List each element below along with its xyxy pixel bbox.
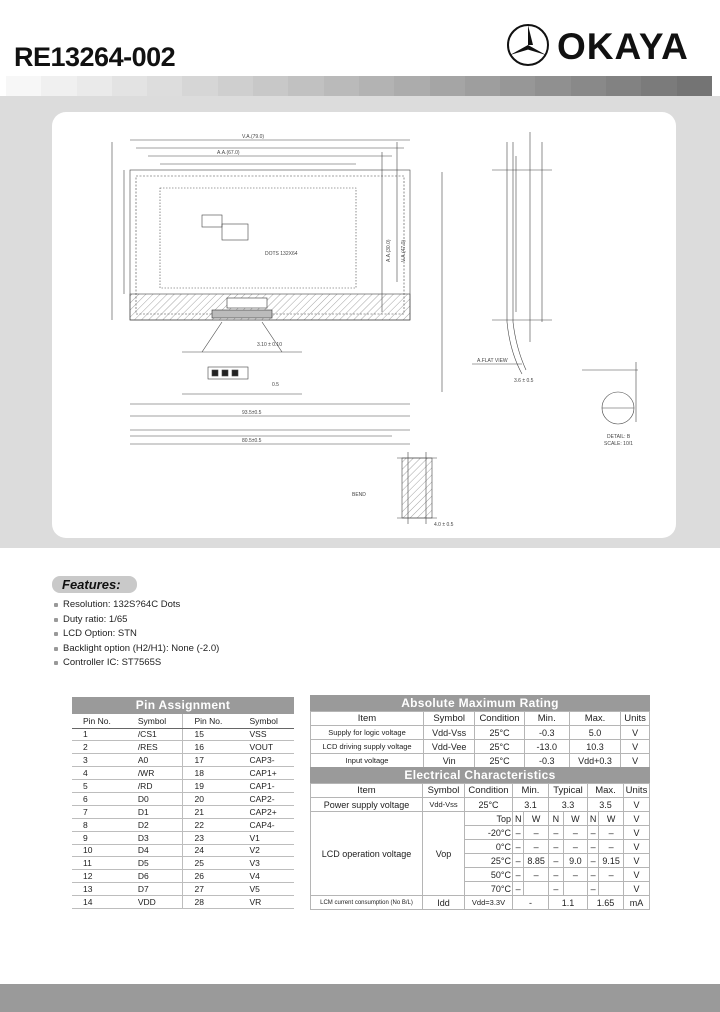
feature-item: Duty ratio: 1/65: [52, 613, 352, 628]
lcd-voltage-cell: –: [563, 868, 587, 882]
pin-cell: /WR: [127, 767, 183, 780]
elec-cell: Vdd=3.3V: [465, 896, 513, 910]
feature-item: Controller IC: ST7565S: [52, 656, 352, 671]
abs-cell: 25°C: [475, 740, 524, 754]
lcd-voltage-cell: N: [513, 812, 524, 826]
dots-label: DOTS 132X64: [265, 251, 298, 257]
dim-va-height: V.A.(47.0): [401, 239, 407, 262]
pin-cell: VSS: [239, 728, 295, 741]
pin-cell: V4: [239, 870, 295, 883]
abs-cell: 25°C: [475, 754, 524, 768]
gradient-segment: [218, 76, 253, 96]
lcd-voltage-cell: –: [587, 826, 598, 840]
abs-cell: Vdd+0.3: [569, 754, 620, 768]
pin-cell: 14: [72, 896, 127, 909]
pin-cell: 8: [72, 818, 127, 831]
dimension-drawing: [52, 112, 676, 538]
abs-cell: Vin: [424, 754, 475, 768]
pin-row: [72, 857, 294, 870]
pin-cell: 20: [183, 792, 239, 805]
lcd-voltage-symbol: Vop: [423, 812, 465, 896]
lcd-voltage-cell: [524, 882, 549, 896]
absolute-max-title: Absolute Maximum Rating: [310, 695, 650, 711]
pin-header: Symbol: [127, 714, 183, 728]
abs-cell: 10.3: [569, 740, 620, 754]
pin-cell: V2: [239, 844, 295, 857]
abs-cell: -0.3: [524, 754, 569, 768]
feature-item: Resolution: 132S?64C Dots: [52, 598, 352, 613]
lcd-voltage-cell: 25°C: [465, 854, 513, 868]
pin-cell: 4: [72, 767, 127, 780]
bottom-dim-label: 4.0 ± 0.5: [434, 522, 454, 528]
pin-cell: 3: [72, 754, 127, 767]
electrical-characteristics-table: [310, 767, 650, 910]
lcd-voltage-cell: 0°C: [465, 840, 513, 854]
pin-row: [72, 792, 294, 805]
abs-cell: -0.3: [524, 726, 569, 740]
abs-cell: V: [621, 740, 650, 754]
part-number-title: RE13264-002: [14, 42, 176, 72]
pin-cell: VOUT: [239, 741, 295, 754]
elec-cell: 3.3: [548, 798, 587, 812]
pin-cell: CAP3-: [239, 754, 295, 767]
pin-row: [72, 741, 294, 754]
lcd-voltage-cell: –: [587, 868, 598, 882]
elec-cell: 1.1: [548, 896, 587, 910]
gradient-segment: [288, 76, 323, 96]
elec-cell: Vdd-Vss: [423, 798, 465, 812]
lcd-voltage-cell: V: [624, 840, 650, 854]
lcd-voltage-cell: V: [624, 826, 650, 840]
power-supply-row: [311, 798, 650, 812]
elec-header: Units: [624, 784, 650, 798]
pin-cell: A0: [127, 754, 183, 767]
detail-scale-label: SCALE: 10/1: [604, 441, 633, 447]
gradient-segment: [641, 76, 676, 96]
lcd-voltage-cell: –: [524, 868, 549, 882]
elec-cell: 1.65: [587, 896, 623, 910]
pin-cell: /RD: [127, 780, 183, 793]
lcd-voltage-cell: V: [624, 854, 650, 868]
fpc-flat-label: A.FLAT VIEW: [477, 358, 508, 364]
pin-cell: D3: [127, 831, 183, 844]
lcd-voltage-cell: V: [624, 868, 650, 882]
abs-cell: Input voltage: [311, 754, 424, 768]
lcd-voltage-cell: –: [524, 826, 549, 840]
abs-cell: Vdd-Vss: [424, 726, 475, 740]
lcd-voltage-cell: W: [599, 812, 624, 826]
pin-cell: D4: [127, 844, 183, 857]
gradient-segment: [6, 76, 41, 96]
pin-cell: CAP2+: [239, 805, 295, 818]
pin-cell: 13: [72, 883, 127, 896]
gradient-segment: [112, 76, 147, 96]
pin-header: Pin No.: [183, 714, 239, 728]
electrical-title: Electrical Characteristics: [310, 767, 650, 783]
pin-cell: V5: [239, 883, 295, 896]
elec-header: Typical: [548, 784, 587, 798]
abs-cell: 25°C: [475, 726, 524, 740]
pin-row: [72, 805, 294, 818]
lcd-voltage-cell: Top: [465, 812, 513, 826]
pin-cell: CAP4-: [239, 818, 295, 831]
elec-header: Max.: [587, 784, 623, 798]
lcd-voltage-cell: –: [513, 868, 524, 882]
pin-row: [72, 844, 294, 857]
absolute-max-rating-table: [310, 695, 650, 768]
abs-cell: -13.0: [524, 740, 569, 754]
pin-row: [72, 780, 294, 793]
pin-cell: 26: [183, 870, 239, 883]
pin-row: [72, 870, 294, 883]
lcd-voltage-cell: –: [513, 840, 524, 854]
pin-cell: D7: [127, 883, 183, 896]
gradient-segment: [182, 76, 217, 96]
gradient-segment: [535, 76, 570, 96]
dim-va-width: V.A.(79.0): [242, 134, 265, 140]
pin-cell: 21: [183, 805, 239, 818]
lcd-voltage-cell: 8.85: [524, 854, 549, 868]
lcd-voltage-cell: –: [563, 826, 587, 840]
pin-assignment-table: [72, 697, 294, 909]
pixel-detail-b: [222, 224, 248, 240]
pin-cell: 9: [72, 831, 127, 844]
lcd-voltage-cell: –: [548, 882, 563, 896]
lcd-voltage-cell: –: [563, 840, 587, 854]
abs-header: Max.: [569, 712, 620, 726]
gradient-segment: [253, 76, 288, 96]
pin-cell: 6: [72, 792, 127, 805]
active-area-outline: [160, 188, 356, 288]
gradient-segment: [394, 76, 429, 96]
pin-row: [72, 896, 294, 909]
lcd-voltage-cell: –: [513, 826, 524, 840]
gradient-segment: [606, 76, 641, 96]
gradient-segment: [147, 76, 182, 96]
dim-aa-height: A.A.(30.0): [386, 239, 392, 262]
pin-row: [72, 883, 294, 896]
elec-header: Item: [311, 784, 423, 798]
gradient-segment: [500, 76, 535, 96]
elec-cell: mA: [624, 896, 650, 910]
lcd-voltage-cell: –: [548, 826, 563, 840]
abs-header: Symbol: [424, 712, 475, 726]
cell-dim-label: 0.5: [272, 382, 279, 388]
right-dim-label: 3.6 ± 0.5: [514, 378, 534, 384]
pin-cell: CAP1-: [239, 780, 295, 793]
elec-cell: Power supply voltage: [311, 798, 423, 812]
pin-cell: 17: [183, 754, 239, 767]
lcd-voltage-cell: [563, 882, 587, 896]
bend-label: BEND: [352, 492, 366, 498]
elec-cell: LCM current consumption (No B/L): [311, 896, 423, 910]
pin-cell: D0: [127, 792, 183, 805]
abs-cell: Vdd-Vee: [424, 740, 475, 754]
pin-cell: 11: [72, 857, 127, 870]
lcd-voltage-cell: –: [548, 868, 563, 882]
detail-b-label: DETAIL: B: [607, 434, 631, 440]
lcd-voltage-cell: –: [524, 840, 549, 854]
abs-row: [311, 740, 650, 754]
lcd-voltage-cell: –: [548, 840, 563, 854]
pin-cell: V3: [239, 857, 295, 870]
elec-cell: V: [624, 798, 650, 812]
gradient-segment: [677, 76, 712, 96]
pin-cell: D2: [127, 818, 183, 831]
lcd-voltage-cell: –: [513, 882, 524, 896]
elec-cell: 3.1: [513, 798, 549, 812]
viewing-area-outline: [136, 176, 404, 314]
abs-cell: Supply for logic voltage: [311, 726, 424, 740]
abs-header: Condition: [475, 712, 524, 726]
pin-row: [72, 818, 294, 831]
dim-total-width-b: 80.5±0.5: [242, 438, 262, 444]
fpc-pitch-label: 3.10 ± 0.10: [257, 342, 282, 348]
lcd-voltage-cell: [599, 882, 624, 896]
pin-row: [72, 831, 294, 844]
lcd-voltage-cell: W: [563, 812, 587, 826]
features-section: [52, 576, 352, 671]
gradient-segment: [77, 76, 112, 96]
pin-cell: CAP2-: [239, 792, 295, 805]
lcd-voltage-cell: –: [587, 840, 598, 854]
pin-cell: VR: [239, 896, 295, 909]
features-list: [52, 598, 352, 671]
gradient-segment: [324, 76, 359, 96]
abs-cell: LCD driving supply voltage: [311, 740, 424, 754]
pixel-detail-a: [202, 215, 222, 227]
pin-cell: 27: [183, 883, 239, 896]
pin-cell: 5: [72, 780, 127, 793]
lcd-voltage-cell: –: [587, 854, 598, 868]
gradient-segment: [359, 76, 394, 96]
feature-item: Backlight option (H2/H1): None (-2.0): [52, 642, 352, 657]
lcd-voltage-cell: V: [624, 812, 650, 826]
dim-total-width: 93.5±0.5: [242, 410, 262, 416]
abs-header: Units: [621, 712, 650, 726]
pin-cell: 2: [72, 741, 127, 754]
lcd-voltage-cell: 70°C: [465, 882, 513, 896]
pin-cell: D1: [127, 805, 183, 818]
lcd-voltage-cell: W: [524, 812, 549, 826]
pin-cell: 18: [183, 767, 239, 780]
abs-cell: V: [621, 754, 650, 768]
pin-cell: VDD: [127, 896, 183, 909]
pin-cell: /RES: [127, 741, 183, 754]
abs-row: [311, 726, 650, 740]
lcd-voltage-cell: –: [599, 826, 624, 840]
lcd-voltage-cell: -20°C: [465, 826, 513, 840]
gradient-segment: [41, 76, 76, 96]
pin-cell: 28: [183, 896, 239, 909]
pin-cell: 7: [72, 805, 127, 818]
pin-row: [72, 728, 294, 741]
lcd-voltage-cell: –: [587, 882, 598, 896]
lcd-voltage-cell: –: [513, 854, 524, 868]
lcd-voltage-cell: 9.15: [599, 854, 624, 868]
pin-cell: 22: [183, 818, 239, 831]
abs-row: [311, 754, 650, 768]
elec-cell: 25°C: [465, 798, 513, 812]
lcd-voltage-row: [311, 812, 650, 826]
elec-header: Condition: [465, 784, 513, 798]
cell-section-detail: [402, 458, 432, 518]
technical-drawing-panel: [52, 112, 676, 538]
okaya-emblem-icon: [505, 22, 551, 68]
pin-cell: D5: [127, 857, 183, 870]
pin-cell: V1: [239, 831, 295, 844]
abs-header: Item: [311, 712, 424, 726]
feature-item: LCD Option: STN: [52, 627, 352, 642]
lcd-voltage-cell: N: [548, 812, 563, 826]
lcd-voltage-cell: –: [548, 854, 563, 868]
pin-cell: CAP1+: [239, 767, 295, 780]
gradient-segment: [571, 76, 606, 96]
pin-cell: 15: [183, 728, 239, 741]
elec-header: Symbol: [423, 784, 465, 798]
elec-cell: Idd: [423, 896, 465, 910]
pin-cell: 1: [72, 728, 127, 741]
lcd-voltage-cell: N: [587, 812, 598, 826]
pin-cell: 25: [183, 857, 239, 870]
pin-header: Pin No.: [72, 714, 127, 728]
lcd-voltage-cell: –: [599, 840, 624, 854]
abs-header: Min.: [524, 712, 569, 726]
pin-row: [72, 767, 294, 780]
elec-cell: 3.5: [587, 798, 623, 812]
lcd-voltage-item: LCD operation voltage: [311, 812, 423, 896]
pin-cell: 12: [72, 870, 127, 883]
fpc-connector: [212, 310, 272, 318]
pin-row: [72, 754, 294, 767]
header-gradient-bar: [6, 76, 712, 96]
footer-bar: [0, 984, 720, 1012]
pin-cell: /CS1: [127, 728, 183, 741]
pin-cell: 10: [72, 844, 127, 857]
pin-assignment-title: Pin Assignment: [72, 697, 294, 714]
brand-name: OKAYA: [557, 26, 689, 67]
dim-aa-width: A.A.(67.0): [217, 150, 240, 156]
abs-cell: 5.0: [569, 726, 620, 740]
pin-cell: 16: [183, 741, 239, 754]
pin-cell: 23: [183, 831, 239, 844]
current-consumption-row: [311, 896, 650, 910]
pin-header: Symbol: [239, 714, 295, 728]
gradient-segment: [465, 76, 500, 96]
gradient-segment: [430, 76, 465, 96]
lcd-voltage-cell: 50°C: [465, 868, 513, 882]
pin-cell: 24: [183, 844, 239, 857]
lcd-voltage-cell: 9.0: [563, 854, 587, 868]
elec-header: Min.: [513, 784, 549, 798]
lcd-voltage-cell: V: [624, 882, 650, 896]
pin-cell: 19: [183, 780, 239, 793]
driver-ic: [227, 298, 267, 308]
lcd-voltage-cell: –: [599, 868, 624, 882]
elec-cell: -: [513, 896, 549, 910]
pin-cell: D6: [127, 870, 183, 883]
okaya-logo: [505, 22, 710, 72]
abs-cell: V: [621, 726, 650, 740]
features-heading: Features:: [52, 576, 137, 593]
